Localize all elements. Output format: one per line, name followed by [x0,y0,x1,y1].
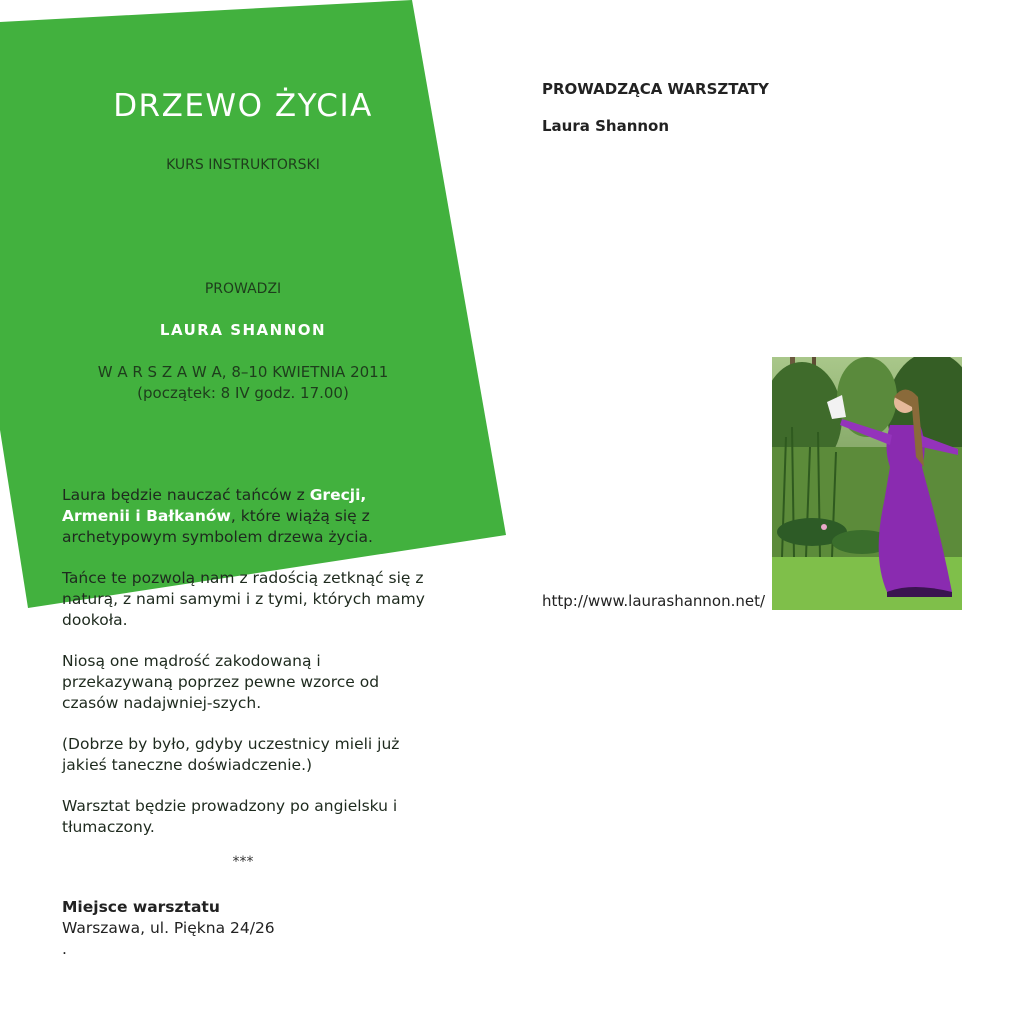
venue-address: Warszawa, ul. Piękna 24/26 [62,919,275,937]
p1-prefix: Laura będzie nauczać tańców z [62,486,310,504]
paragraph-1 [62,485,434,548]
leads-label: PROWADZI [204,281,282,297]
paragraph-2: Tańce te pozwolą nam z radością zetknąć się z naturą, z nami samymi i z tymi, których mamy dookoła. [62,569,425,629]
separator: *** [232,854,254,870]
start-time-line: (początek: 8 IV godz. 17.00) [137,384,349,402]
instructor-heading: PROWADZĄCA WARSZTATY [542,80,769,98]
event-dates [0,362,486,404]
website-link[interactable]: http://www.laurashannon.net/ [542,592,766,610]
instructor-name: Laura Shannon [542,117,670,135]
paragraph-4: (Dobrze by było, gdyby uczestnicy mieli już jakieś taneczne doświadczenie.) [62,735,400,774]
photo-woman-dancing-icon [772,357,962,610]
dates-line: W A R S Z A W A, 8–10 KWIETNIA 2011 [97,363,389,381]
description [62,485,434,858]
paragraph-5: Warsztat będzie prowadzony po angielsku i tłumaczony. [62,797,398,836]
flyer-subtitle: KURS INSTRUKTORSKI [166,157,320,173]
paragraph-3: Niosą one mądrość zakodowaną i przekazywaną poprzez pewne wzorce od czasów nadajwniej-szych. [62,652,380,712]
flyer-title: DRZEWO ŻYCIA [113,88,373,124]
leader-name: LAURA SHANNON [159,321,327,339]
p1-suffix: , które wiążą się z archetypowym symbolem drzewa życia. [62,507,373,546]
venue-trailing: . [62,940,67,958]
venue-heading: Miejsce warsztatu [62,898,220,916]
p1-highlight: Grecji, Armenii i Bałkanów [62,486,367,525]
